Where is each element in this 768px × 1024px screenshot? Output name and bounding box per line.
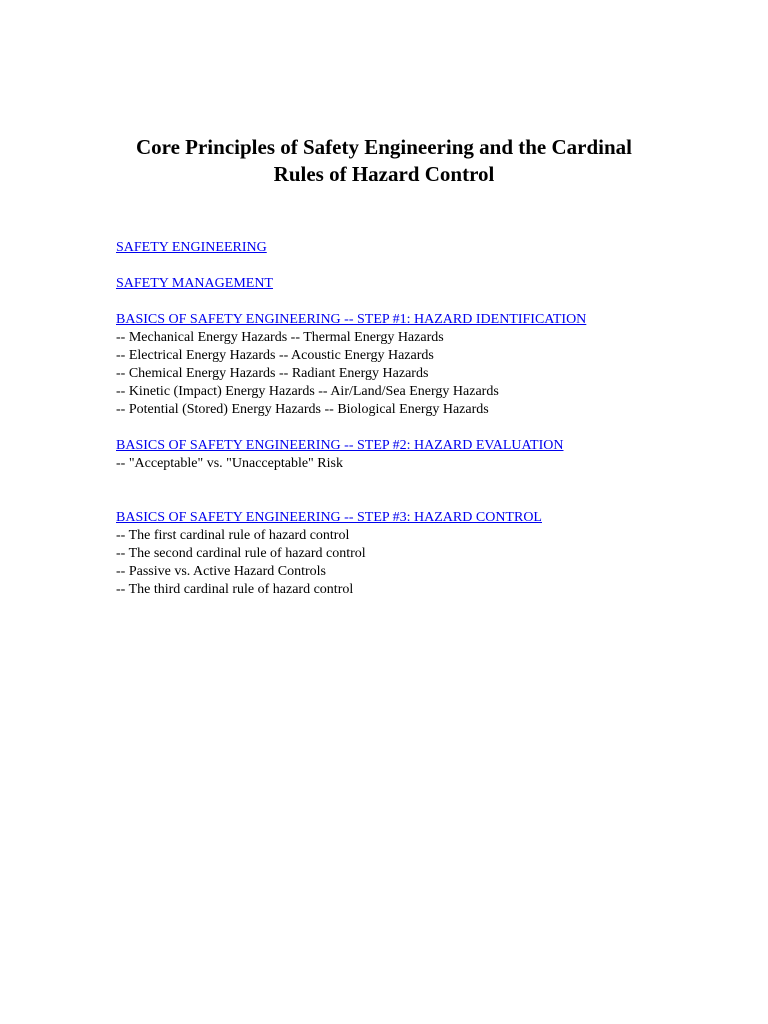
link-safety-management[interactable]: SAFETY MANAGEMENT [116, 276, 273, 291]
list-item: -- The second cardinal rule of hazard control [116, 546, 366, 561]
page-title-line-1: Core Principles of Safety Engineering and the Cardinal [135, 135, 633, 159]
page-title [0, 134, 768, 188]
list-item: -- The third cardinal rule of hazard control [116, 582, 354, 597]
list-item: -- "Acceptable" vs. "Unacceptable" Risk [116, 456, 343, 471]
list-item: -- Electrical Energy Hazards -- Acoustic Energy Hazards [116, 348, 434, 363]
page-title-line-2: Rules of Hazard Control [273, 162, 495, 186]
link-step3-hazard-control[interactable]: BASICS OF SAFETY ENGINEERING -- STEP #3: HAZARD CONTROL [116, 510, 542, 525]
link-step2-hazard-evaluation[interactable]: BASICS OF SAFETY ENGINEERING -- STEP #2: HAZARD EVALUATION [116, 438, 564, 453]
list-item: -- Mechanical Energy Hazards -- Thermal Energy Hazards [116, 330, 444, 345]
link-safety-engineering[interactable]: SAFETY ENGINEERING [116, 240, 267, 255]
link-step1-hazard-identification[interactable]: BASICS OF SAFETY ENGINEERING -- STEP #1: HAZARD IDENTIFICATION [116, 312, 587, 327]
list-item: -- Passive vs. Active Hazard Controls [116, 564, 326, 579]
list-item: -- Chemical Energy Hazards -- Radiant Energy Hazards [116, 366, 429, 381]
table-of-contents [116, 239, 736, 599]
list-item: -- Kinetic (Impact) Energy Hazards -- Air/Land/Sea Energy Hazards [116, 384, 499, 399]
list-item: -- Potential (Stored) Energy Hazards -- Biological Energy Hazards [116, 402, 489, 417]
list-item: -- The first cardinal rule of hazard control [116, 528, 350, 543]
